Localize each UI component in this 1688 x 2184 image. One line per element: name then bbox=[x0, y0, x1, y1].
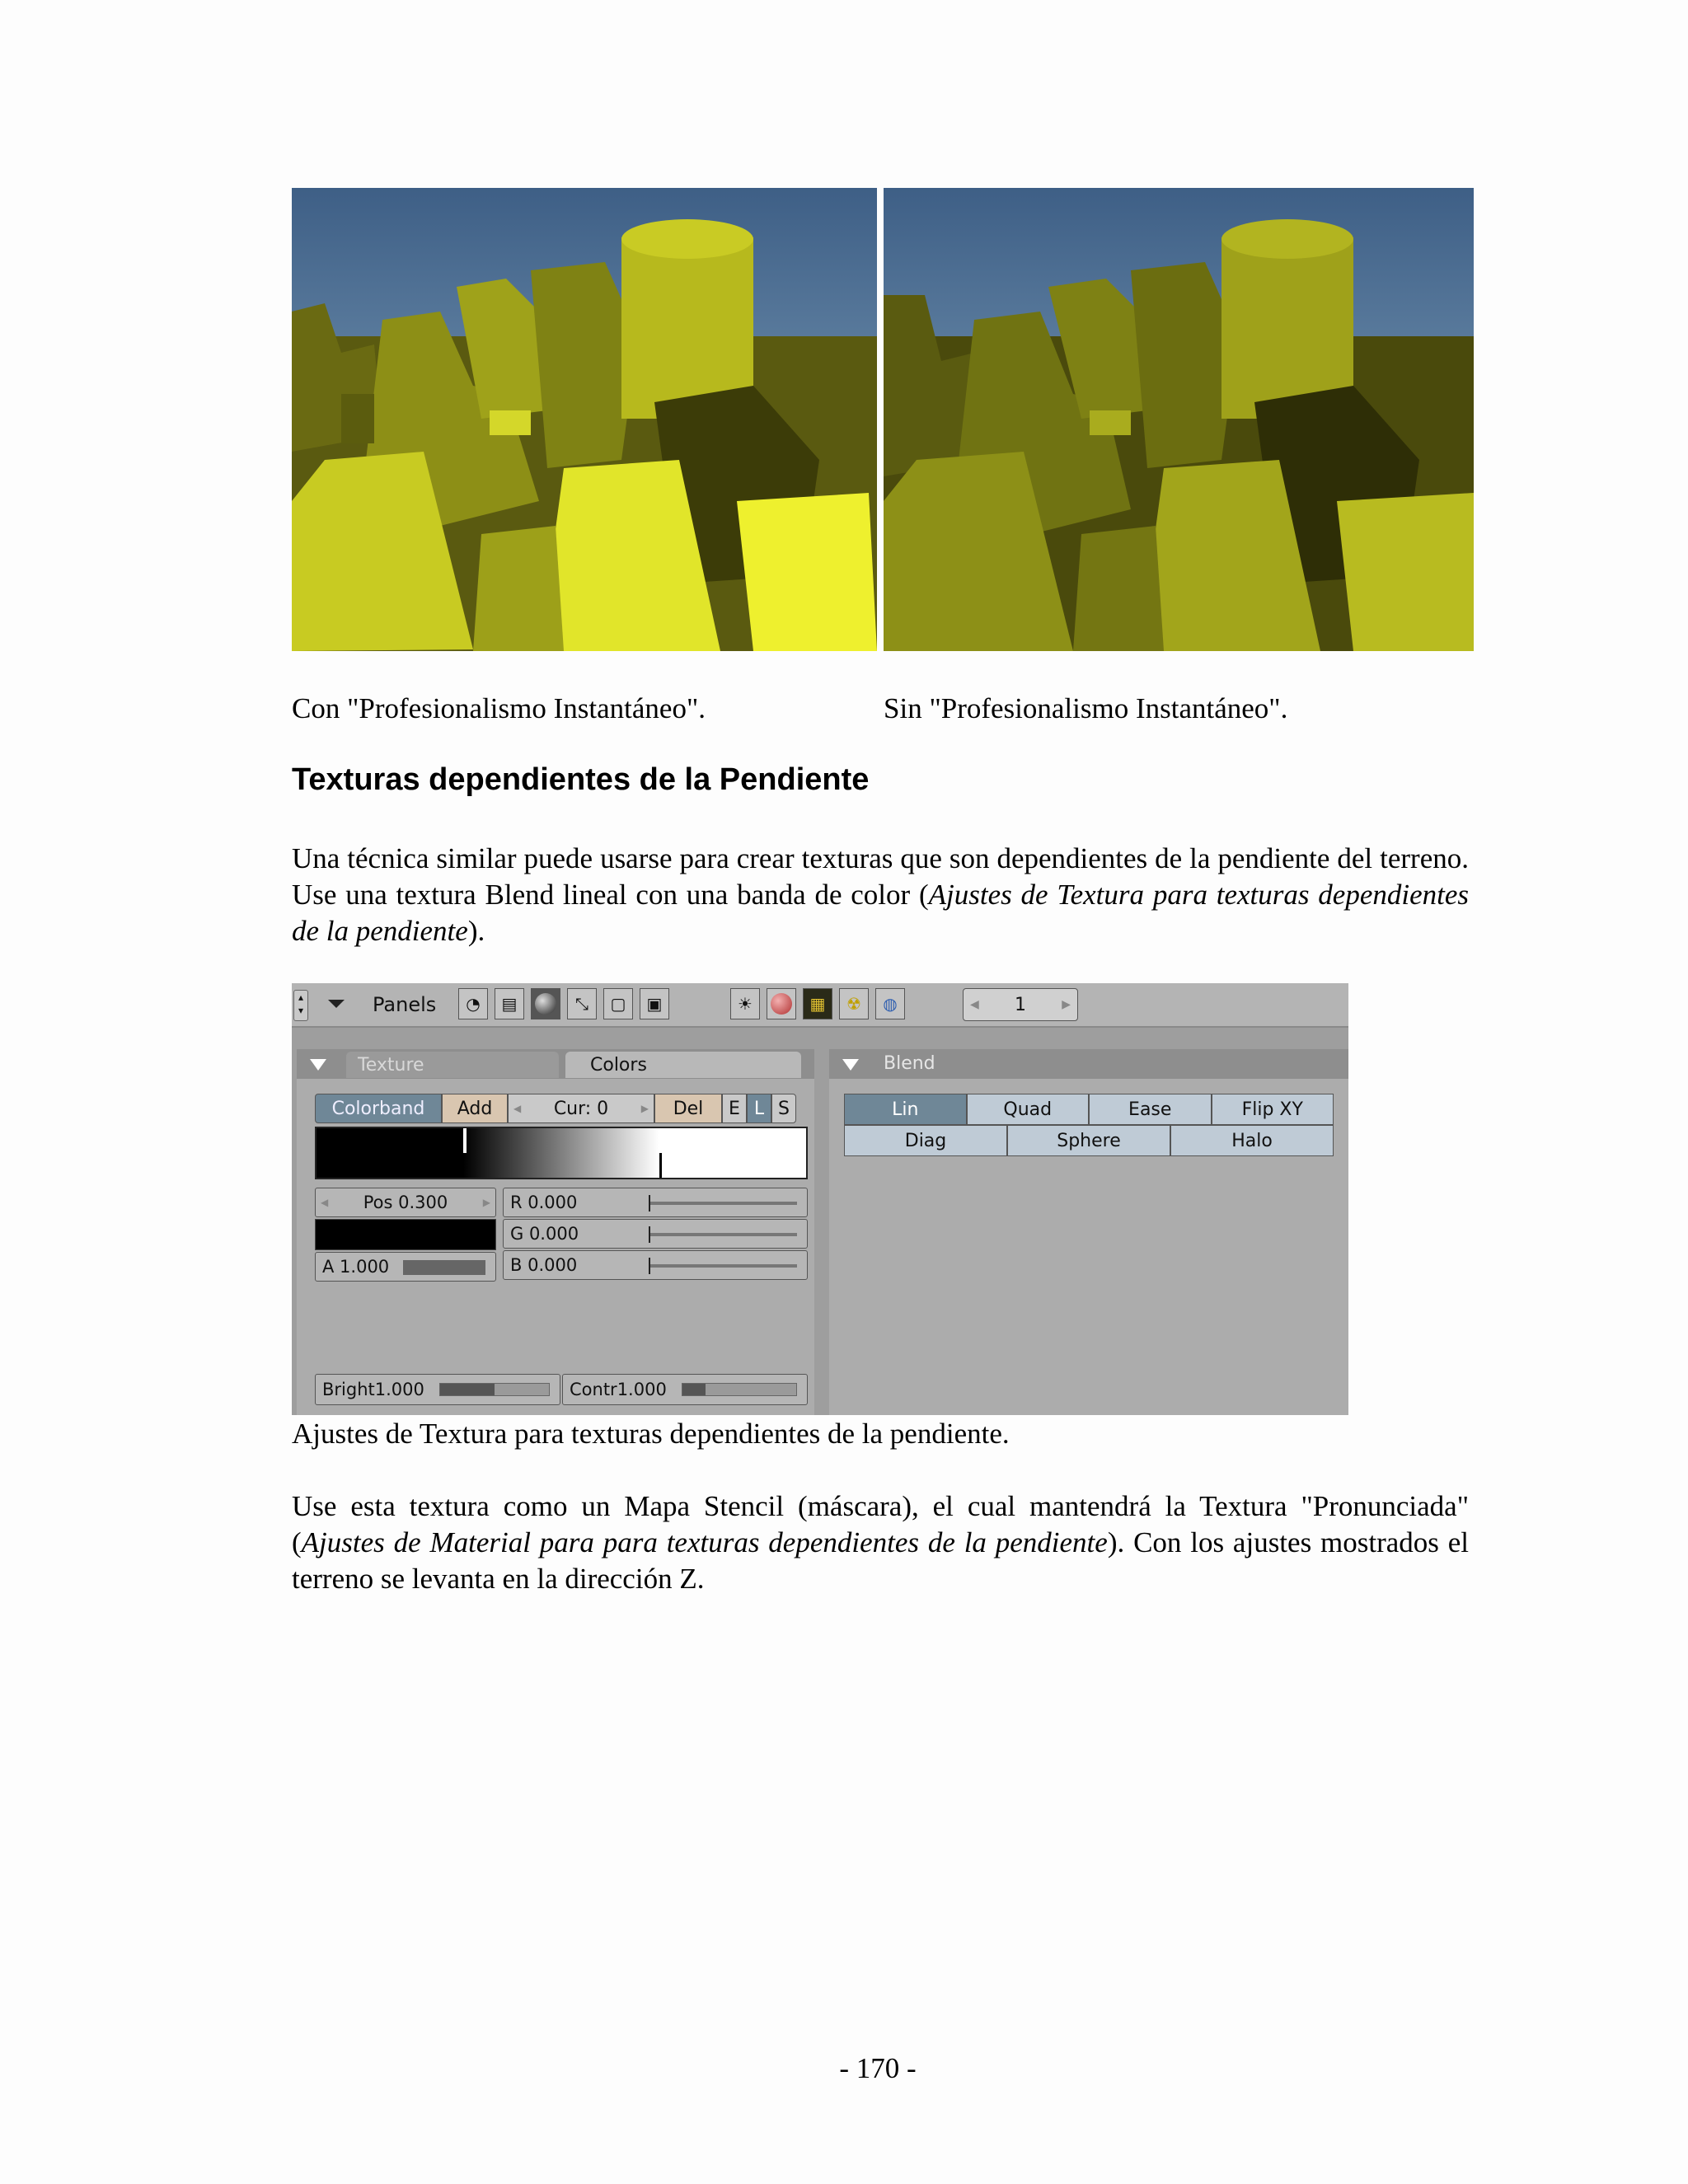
add-button-label: Add bbox=[457, 1098, 493, 1119]
e-interp-label: E bbox=[729, 1098, 740, 1119]
figure-caption: Ajustes de Textura para texturas dependientes de la pendiente. bbox=[292, 1418, 1010, 1450]
blend-type-label: Flip XY bbox=[1241, 1099, 1303, 1120]
bright-slider[interactable] bbox=[315, 1374, 560, 1405]
color-swatch[interactable] bbox=[315, 1219, 496, 1250]
colorband-label: Colorband bbox=[331, 1098, 425, 1119]
blend-type-flip-xy-button[interactable] bbox=[1212, 1094, 1334, 1125]
r-label: R 0.000 bbox=[510, 1193, 578, 1212]
paragraph-1-text-a: Una técnica similar puede usarse para crear texturas que son dependientes de la pendiente del terreno. Use una textura Blend lineal con una banda de color ( bbox=[292, 842, 1469, 911]
render-without-instant-pro bbox=[884, 188, 1474, 651]
object-context-icon[interactable]: ⤡ bbox=[567, 988, 597, 1019]
pos-increment-icon[interactable]: ▶ bbox=[482, 1197, 490, 1208]
colorband-marker[interactable] bbox=[659, 1153, 662, 1178]
b-label: B 0.000 bbox=[510, 1255, 578, 1275]
render-with-instant-pro bbox=[292, 188, 877, 651]
panels-label: Panels bbox=[373, 993, 437, 1016]
colors-panel-collapse-icon[interactable] bbox=[310, 1059, 326, 1071]
g-slider[interactable] bbox=[503, 1219, 808, 1249]
right-figure-caption: Sin "Profesionalismo Instantáneo". bbox=[884, 692, 1288, 724]
frame-increment-icon[interactable]: ▶ bbox=[1062, 998, 1071, 1011]
cur-increment-icon[interactable]: ▶ bbox=[640, 1103, 649, 1114]
blend-type-label: Ease bbox=[1128, 1099, 1172, 1120]
pos-field[interactable] bbox=[315, 1188, 496, 1217]
tab-colors-label: Colors bbox=[590, 1054, 647, 1076]
l-interp-label: L bbox=[753, 1098, 765, 1119]
blend-panel-title: Blend bbox=[884, 1053, 935, 1074]
blend-panel bbox=[829, 1049, 1348, 1415]
buttons-window-header bbox=[292, 983, 1348, 1028]
panels-collapse-icon[interactable] bbox=[328, 1000, 345, 1008]
add-button[interactable] bbox=[442, 1094, 508, 1123]
contr-slider-track bbox=[682, 1383, 797, 1396]
scene-context-icon[interactable]: ▣ bbox=[640, 988, 669, 1019]
blend-type-label: Quad bbox=[1003, 1099, 1053, 1120]
blend-type-sphere-button[interactable] bbox=[1007, 1125, 1170, 1156]
blend-type-quad-button[interactable] bbox=[967, 1094, 1090, 1125]
alpha-slider-fill bbox=[404, 1261, 485, 1274]
r-slider[interactable] bbox=[503, 1188, 808, 1217]
cur-label: Cur: 0 bbox=[553, 1098, 609, 1119]
script-context-icon[interactable]: ▤ bbox=[495, 988, 524, 1019]
bright-slider-fill bbox=[440, 1384, 495, 1395]
frame-number-field[interactable] bbox=[963, 988, 1078, 1021]
paragraph-2-italic: Ajustes de Material para para texturas dependientes de la pendiente bbox=[301, 1526, 1108, 1558]
blend-type-label: Lin bbox=[892, 1099, 919, 1120]
b-slider[interactable] bbox=[503, 1250, 808, 1280]
tab-colors[interactable] bbox=[565, 1052, 801, 1078]
blender-texture-panel-screenshot bbox=[292, 983, 1348, 1415]
colors-panel bbox=[297, 1049, 814, 1415]
g-label: G 0.000 bbox=[510, 1224, 579, 1244]
paragraph-1-text-b: ). bbox=[467, 915, 485, 947]
s-interp-label: S bbox=[778, 1098, 790, 1119]
contr-slider[interactable] bbox=[562, 1374, 808, 1405]
blend-type-ease-button[interactable] bbox=[1089, 1094, 1212, 1125]
r-slider-handle[interactable] bbox=[649, 1195, 650, 1212]
tab-texture[interactable] bbox=[346, 1052, 559, 1078]
del-button[interactable] bbox=[654, 1094, 722, 1123]
left-figure-caption: Con "Profesionalismo Instantáneo". bbox=[292, 692, 706, 724]
world-subcontext-icon[interactable]: ◍ bbox=[875, 988, 905, 1019]
header-scroll-arrows[interactable]: ▴ ▾ bbox=[293, 990, 308, 1021]
blend-type-lin-button[interactable] bbox=[844, 1094, 967, 1125]
alpha-label: A 1.000 bbox=[322, 1257, 390, 1277]
bright-label: Bright1.000 bbox=[322, 1380, 424, 1399]
blend-type-label: Halo bbox=[1231, 1130, 1273, 1151]
blend-type-row-2 bbox=[844, 1125, 1334, 1156]
contr-slider-fill bbox=[682, 1384, 706, 1395]
g-slider-track bbox=[649, 1233, 797, 1236]
cur-decrement-icon[interactable]: ◀ bbox=[513, 1103, 522, 1114]
blend-type-row-1 bbox=[844, 1094, 1334, 1125]
b-slider-handle[interactable] bbox=[649, 1258, 650, 1274]
contr-label: Contr1.000 bbox=[570, 1380, 667, 1399]
pos-label: Pos 0.300 bbox=[363, 1193, 448, 1212]
shading-context-icon[interactable] bbox=[531, 988, 560, 1019]
paragraph-1-italic: Ajustes de Textura para texturas dependientes de la pendiente bbox=[292, 879, 1469, 947]
texture-subcontext-icon[interactable]: ▦ bbox=[803, 988, 832, 1019]
paragraph-2-text-b: ). Con los ajustes mostrados el terreno se levanta en la dirección Z. bbox=[292, 1526, 1469, 1595]
s-interp-button[interactable] bbox=[771, 1094, 796, 1123]
paragraph-2-text-a: Use esta textura como un Mapa Stencil (máscara), el cual mantendrá la Textura "Pronunciada" ( bbox=[292, 1490, 1469, 1558]
page-number: - 170 - bbox=[839, 2052, 917, 2084]
pos-decrement-icon[interactable]: ◀ bbox=[321, 1197, 329, 1208]
section-heading: Texturas dependientes de la Pendiente bbox=[292, 762, 870, 797]
lamp-subcontext-icon[interactable]: ☀ bbox=[730, 988, 760, 1019]
blend-type-label: Diag bbox=[904, 1130, 947, 1151]
b-slider-track bbox=[649, 1264, 797, 1268]
editing-context-icon[interactable]: ▢ bbox=[603, 988, 633, 1019]
g-slider-handle[interactable] bbox=[649, 1226, 650, 1243]
alpha-slider-track bbox=[403, 1260, 485, 1275]
alpha-slider[interactable] bbox=[315, 1252, 496, 1282]
paragraph-1 bbox=[292, 841, 1469, 949]
frame-number-value: 1 bbox=[1015, 994, 1026, 1015]
blend-type-halo-button[interactable] bbox=[1170, 1125, 1334, 1156]
logic-context-icon[interactable]: ◔ bbox=[458, 988, 488, 1019]
l-interp-button[interactable] bbox=[747, 1094, 771, 1123]
e-interp-button[interactable] bbox=[722, 1094, 747, 1123]
paragraph-2 bbox=[292, 1488, 1469, 1597]
cur-number-field[interactable] bbox=[508, 1094, 654, 1123]
radiosity-subcontext-icon[interactable]: ☢ bbox=[839, 988, 869, 1019]
tab-texture-label: Texture bbox=[358, 1054, 424, 1076]
colorband-gradient[interactable] bbox=[315, 1127, 808, 1179]
r-slider-track bbox=[649, 1202, 797, 1205]
frame-decrement-icon[interactable]: ◀ bbox=[970, 998, 979, 1011]
blend-type-diag-button[interactable] bbox=[844, 1125, 1007, 1156]
colorband-toggle[interactable] bbox=[315, 1094, 442, 1123]
blend-type-label: Sphere bbox=[1057, 1130, 1121, 1151]
colorband-marker-active[interactable] bbox=[463, 1128, 467, 1153]
bright-slider-track bbox=[439, 1383, 550, 1396]
del-button-label: Del bbox=[673, 1098, 704, 1119]
material-subcontext-icon[interactable] bbox=[767, 988, 796, 1019]
blend-panel-collapse-icon[interactable] bbox=[842, 1059, 859, 1071]
